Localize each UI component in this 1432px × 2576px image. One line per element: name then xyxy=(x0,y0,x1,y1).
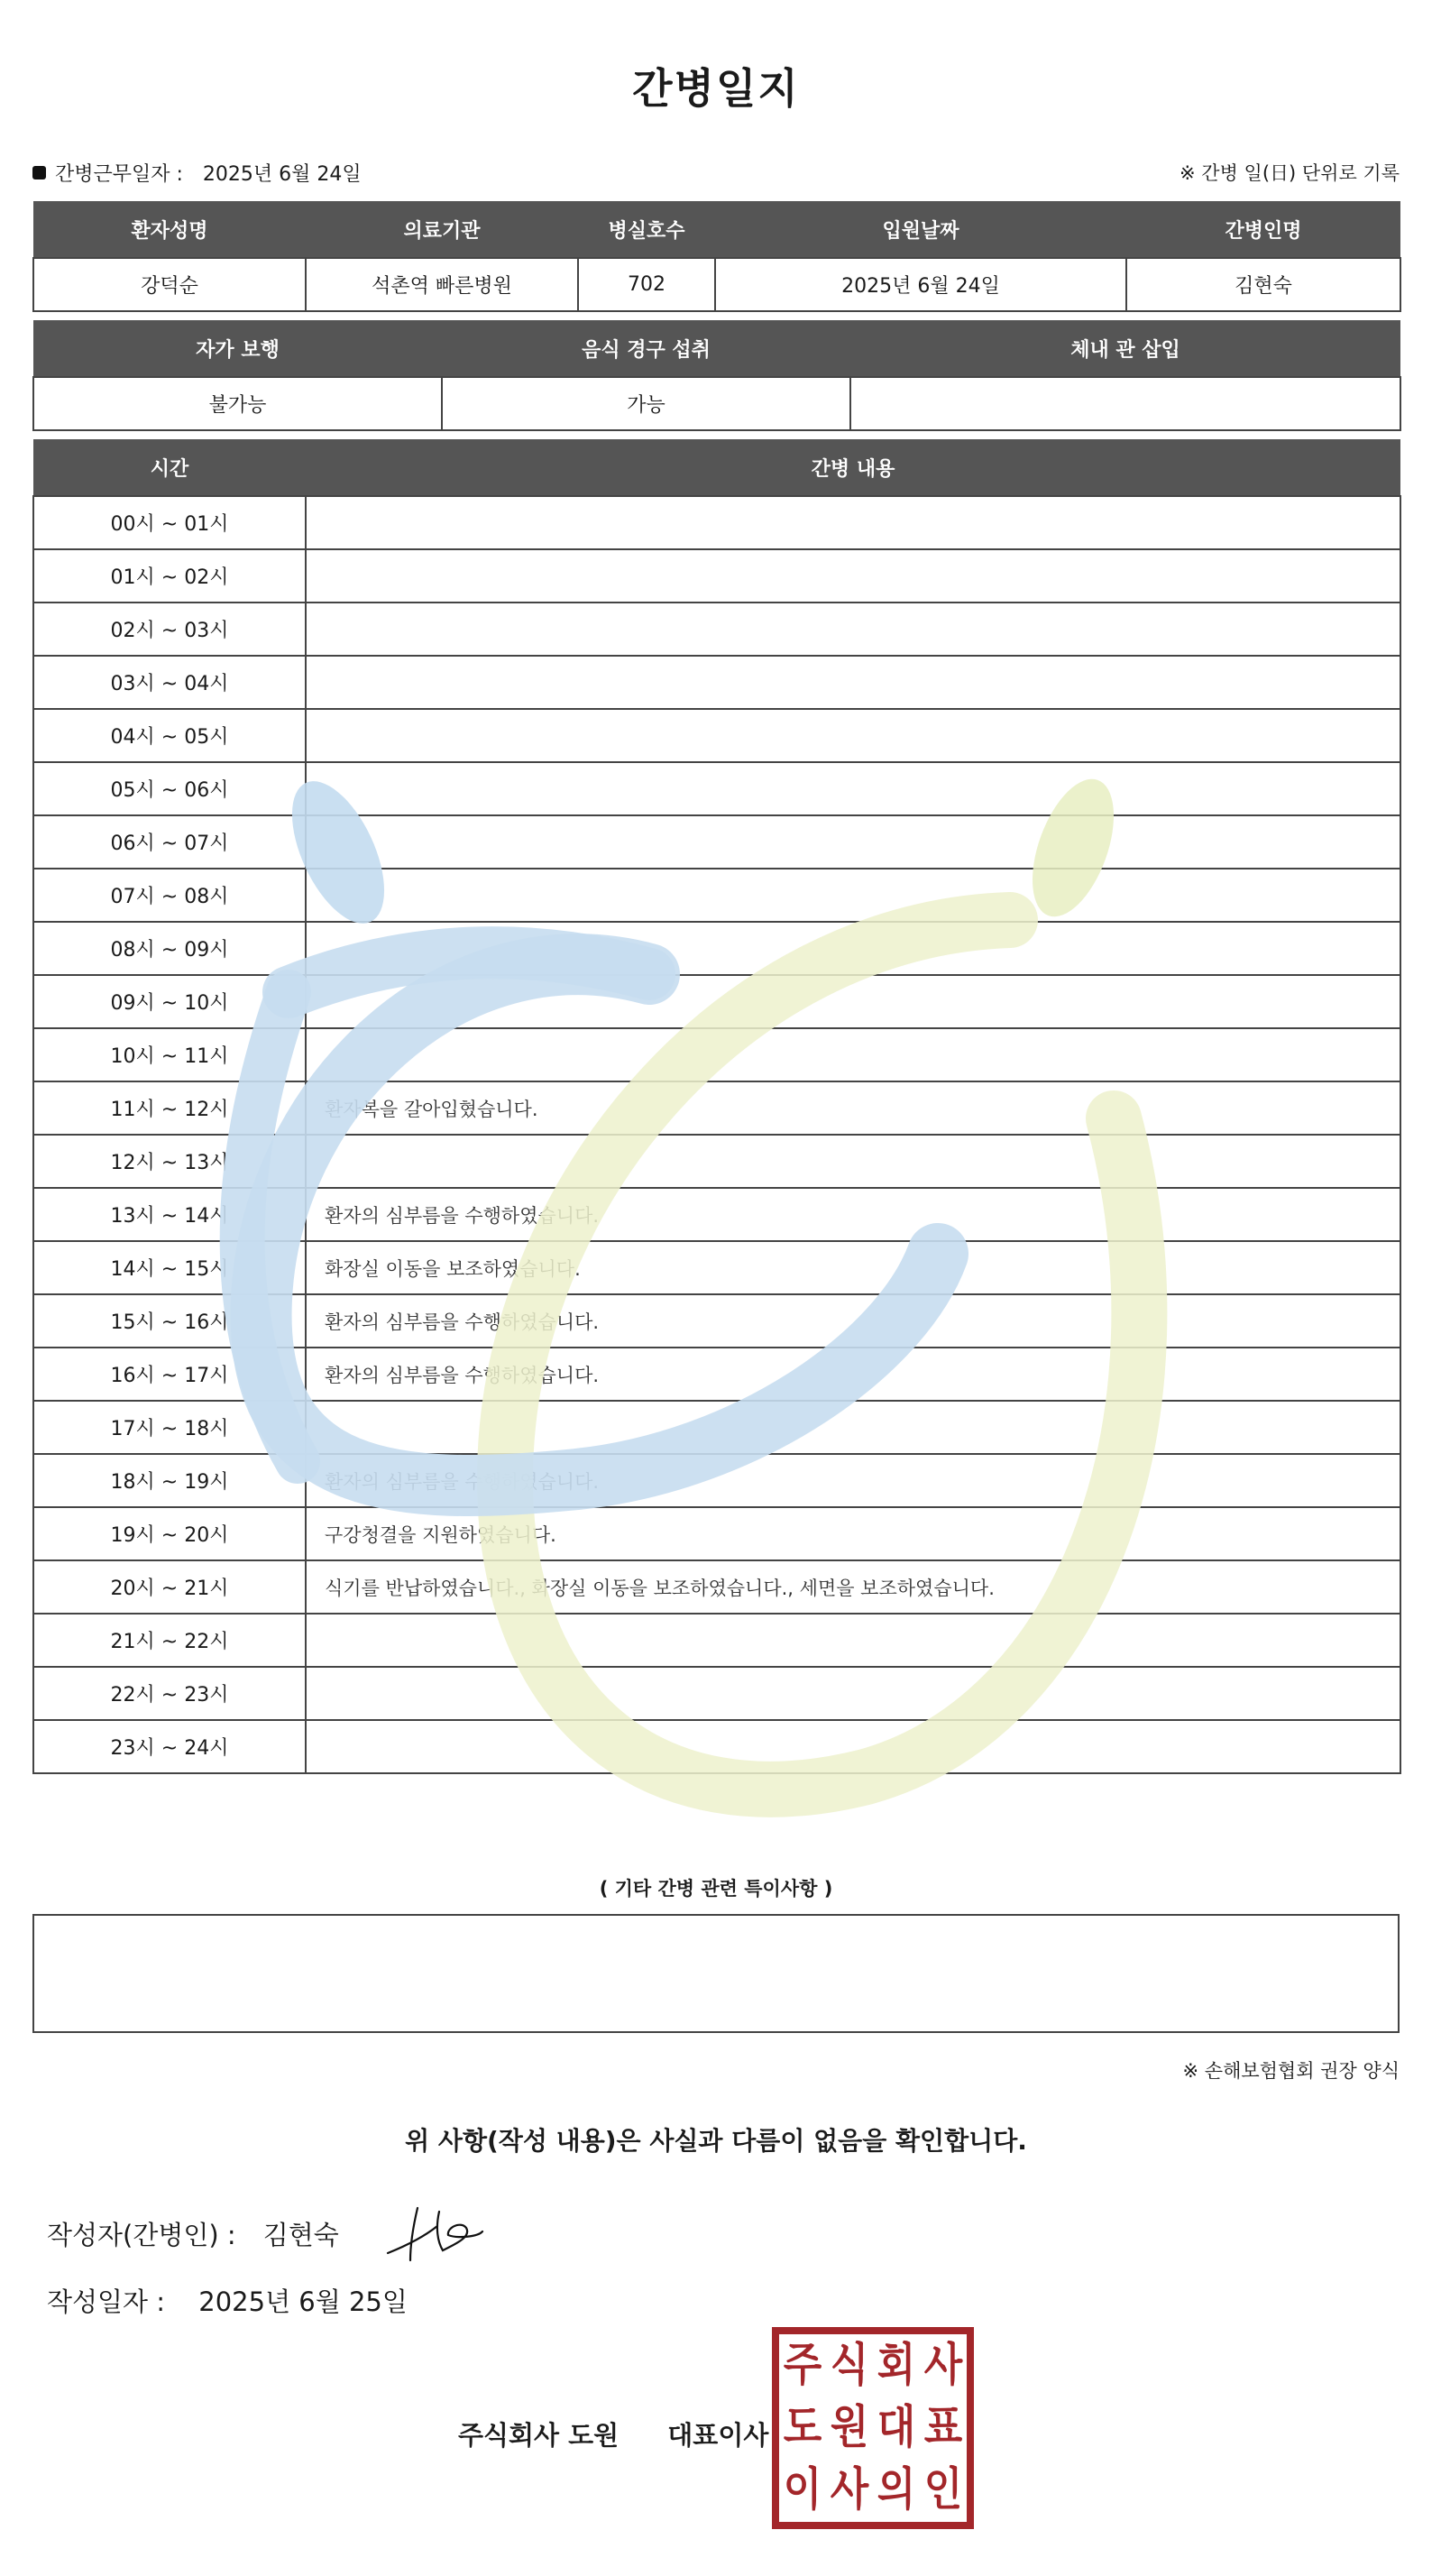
table-row xyxy=(33,549,1400,603)
written-date-line xyxy=(47,2282,408,2319)
care-content: 환자복을 갈아입혔습니다. xyxy=(306,1081,1400,1135)
table-row xyxy=(33,815,1400,869)
care-log-body xyxy=(33,496,1400,1773)
time-slot: 10시 ~ 11시 xyxy=(33,1028,306,1081)
seal-character: 사 xyxy=(923,2338,963,2392)
table-row xyxy=(33,1294,1400,1348)
header-walking: 자가 보행 xyxy=(33,320,442,377)
care-content xyxy=(306,549,1400,603)
header-patient-name: 환자성명 xyxy=(33,201,306,258)
daily-record-note: ※ 간병 일(日) 단위로 기록 xyxy=(1180,162,1400,184)
care-content xyxy=(306,709,1400,762)
time-slot: 20시 ~ 21시 xyxy=(33,1560,306,1614)
time-slot: 05시 ~ 06시 xyxy=(33,762,306,815)
tube-status xyxy=(850,377,1400,430)
time-slot: 15시 ~ 16시 xyxy=(33,1294,306,1348)
table-row xyxy=(33,1241,1400,1294)
time-slot: 00시 ~ 01시 xyxy=(33,496,306,549)
header-tube: 체내 관 삽입 xyxy=(850,320,1400,377)
table-row xyxy=(33,1507,1400,1560)
header-admission-date: 입원날짜 xyxy=(715,201,1126,258)
seal-character: 식 xyxy=(830,2338,869,2392)
company-seal-stamp xyxy=(772,2327,974,2529)
time-slot: 18시 ~ 19시 xyxy=(33,1454,306,1507)
table-row xyxy=(33,1188,1400,1241)
time-slot: 08시 ~ 09시 xyxy=(33,922,306,975)
care-content: 환자의 심부름을 수행하였습니다. xyxy=(306,1348,1400,1401)
table-row xyxy=(33,709,1400,762)
seal-character: 원 xyxy=(830,2401,869,2454)
seal-character: 회 xyxy=(877,2338,916,2392)
table-row xyxy=(33,922,1400,975)
table-row xyxy=(33,1560,1400,1614)
time-slot: 09시 ~ 10시 xyxy=(33,975,306,1028)
time-slot: 12시 ~ 13시 xyxy=(33,1135,306,1188)
other-notes-label: ( 기타 간병 관련 특이사항 ) xyxy=(599,1878,833,1900)
room-number: 702 xyxy=(578,258,715,311)
time-slot: 22시 ~ 23시 xyxy=(33,1667,306,1720)
time-slot: 03시 ~ 04시 xyxy=(33,656,306,709)
care-content xyxy=(306,496,1400,549)
care-content: 화장실 이동을 보조하였습니다. xyxy=(306,1241,1400,1294)
care-content xyxy=(306,656,1400,709)
table-row xyxy=(33,869,1400,922)
seal-character: 이 xyxy=(783,2463,822,2517)
walking-status: 불가능 xyxy=(33,377,442,430)
care-content xyxy=(306,815,1400,869)
author-name: 김현숙 xyxy=(262,2220,339,2250)
care-content: 구강청결을 지원하였습니다. xyxy=(306,1507,1400,1560)
care-content: 환자의 심부름을 수행하였습니다. xyxy=(306,1188,1400,1241)
time-slot: 07시 ~ 08시 xyxy=(33,869,306,922)
work-date xyxy=(32,159,362,187)
time-slot: 06시 ~ 07시 xyxy=(33,815,306,869)
table-row xyxy=(33,1028,1400,1081)
association-note: ※ 손해보험협회 권장 양식 xyxy=(1182,2060,1400,2082)
table-row xyxy=(33,1081,1400,1135)
written-date-label: 작성일자 : xyxy=(47,2286,166,2317)
care-log-table xyxy=(32,439,1401,1774)
time-slot: 04시 ~ 05시 xyxy=(33,709,306,762)
oral-intake-status: 가능 xyxy=(442,377,850,430)
bullet-icon xyxy=(32,166,46,179)
seal-character: 사 xyxy=(830,2463,869,2517)
table-row xyxy=(33,975,1400,1028)
seal-character: 인 xyxy=(923,2463,963,2517)
written-date-value: 2025년 6월 25일 xyxy=(198,2286,408,2317)
table-row xyxy=(33,496,1400,549)
seal-character: 도 xyxy=(783,2401,822,2454)
header-time: 시간 xyxy=(33,439,306,496)
hospital: 석촌역 빠른병원 xyxy=(306,258,578,311)
table-row xyxy=(33,1454,1400,1507)
work-date-label: 간병근무일자 : xyxy=(55,163,183,186)
time-slot: 14시 ~ 15시 xyxy=(33,1241,306,1294)
handwritten-signature xyxy=(383,2201,491,2264)
care-content xyxy=(306,1667,1400,1720)
care-content xyxy=(306,1028,1400,1081)
care-content: 환자의 심부름을 수행하였습니다. xyxy=(306,1294,1400,1348)
table-row xyxy=(33,1401,1400,1454)
time-slot: 23시 ~ 24시 xyxy=(33,1720,306,1773)
time-slot: 21시 ~ 22시 xyxy=(33,1614,306,1667)
table-row xyxy=(33,656,1400,709)
page-title: 간병일지 xyxy=(632,64,800,113)
header-hospital: 의료기관 xyxy=(306,201,578,258)
care-content xyxy=(306,1614,1400,1667)
company-name: 주식회사 도원 xyxy=(458,2420,620,2451)
header-oral-intake: 음식 경구 섭취 xyxy=(442,320,850,377)
time-slot: 16시 ~ 17시 xyxy=(33,1348,306,1401)
patient-status-table xyxy=(32,320,1401,431)
table-row xyxy=(33,1720,1400,1773)
seal-character: 표 xyxy=(923,2401,963,2454)
care-content xyxy=(306,762,1400,815)
care-content xyxy=(306,869,1400,922)
care-content xyxy=(306,603,1400,656)
work-date-value: 2025년 6월 24일 xyxy=(202,163,362,186)
patient-info-table xyxy=(32,201,1401,312)
table-row xyxy=(33,1667,1400,1720)
header-room: 병실호수 xyxy=(578,201,715,258)
care-content xyxy=(306,922,1400,975)
company-line xyxy=(458,2415,768,2452)
author-line xyxy=(47,2215,339,2252)
patient-name: 강덕순 xyxy=(33,258,306,311)
header-caregiver-name: 간병인명 xyxy=(1126,201,1400,258)
seal-character: 의 xyxy=(877,2463,916,2517)
care-content: 식기를 반납하였습니다., 화장실 이동을 보조하였습니다., 세면을 보조하였습니다. xyxy=(306,1560,1400,1614)
time-slot: 11시 ~ 12시 xyxy=(33,1081,306,1135)
table-row xyxy=(33,1135,1400,1188)
table-row xyxy=(33,1614,1400,1667)
time-slot: 01시 ~ 02시 xyxy=(33,549,306,603)
admission-date: 2025년 6월 24일 xyxy=(715,258,1126,311)
ceo-title: 대표이사 xyxy=(667,2420,769,2451)
time-slot: 17시 ~ 18시 xyxy=(33,1401,306,1454)
care-content xyxy=(306,1720,1400,1773)
time-slot: 19시 ~ 20시 xyxy=(33,1507,306,1560)
confirmation-statement: 위 사항(작성 내용)은 사실과 다름이 없음을 확인합니다. xyxy=(405,2126,1027,2156)
care-content xyxy=(306,1135,1400,1188)
header-care-content: 간병 내용 xyxy=(306,439,1400,496)
care-content xyxy=(306,1401,1400,1454)
author-label: 작성자(간병인) : xyxy=(47,2220,236,2250)
table-row xyxy=(33,762,1400,815)
table-row xyxy=(33,603,1400,656)
other-notes-box xyxy=(32,1914,1400,2033)
time-slot: 13시 ~ 14시 xyxy=(33,1188,306,1241)
care-content xyxy=(306,975,1400,1028)
caregiver-name: 김현숙 xyxy=(1126,258,1400,311)
time-slot: 02시 ~ 03시 xyxy=(33,603,306,656)
seal-character: 주 xyxy=(783,2338,822,2392)
table-row xyxy=(33,1348,1400,1401)
seal-character: 대 xyxy=(877,2401,916,2454)
care-content: 환자의 심부름을 수행하였습니다. xyxy=(306,1454,1400,1507)
